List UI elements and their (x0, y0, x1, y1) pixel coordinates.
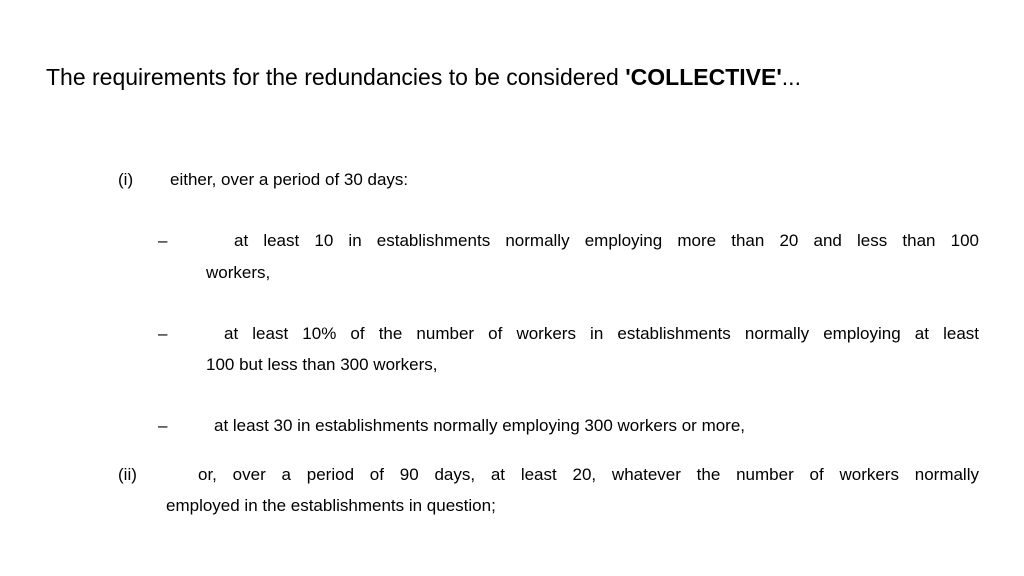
item-i-marker: (i) (118, 170, 134, 189)
sub-item-2-line1: at least 10% of the number of workers in establishments normally employing at least (224, 324, 979, 343)
item-ii-line2: employed in the establishments in question; (166, 496, 496, 515)
item-ii-marker: (ii) (118, 465, 137, 484)
title-prefix: The requirements for the redundancies to be considered (46, 64, 626, 90)
item-i-text: either, over a period of 30 days: (170, 170, 409, 189)
title-suffix: ... (781, 64, 801, 90)
sub-item-3-line1: at least 30 in establishments normally employing 300 workers or more, (214, 416, 746, 435)
sub-item-1-line1: at least 10 in establishments normally employing more than 20 and less than 100 (234, 231, 979, 250)
slide-title (46, 62, 801, 92)
sub-item-3-marker: – (158, 416, 168, 435)
sub-item-1-marker: – (158, 231, 168, 250)
title-emphasis: 'COLLECTIVE' (625, 64, 782, 90)
sub-item-2-marker: – (158, 324, 168, 343)
sub-item-2-line2: 100 but less than 300 workers, (206, 355, 438, 374)
item-ii-line1: or, over a period of 90 days, at least 20, whatever the number of workers normally (198, 465, 979, 484)
sub-item-1-line2: workers, (206, 263, 271, 282)
